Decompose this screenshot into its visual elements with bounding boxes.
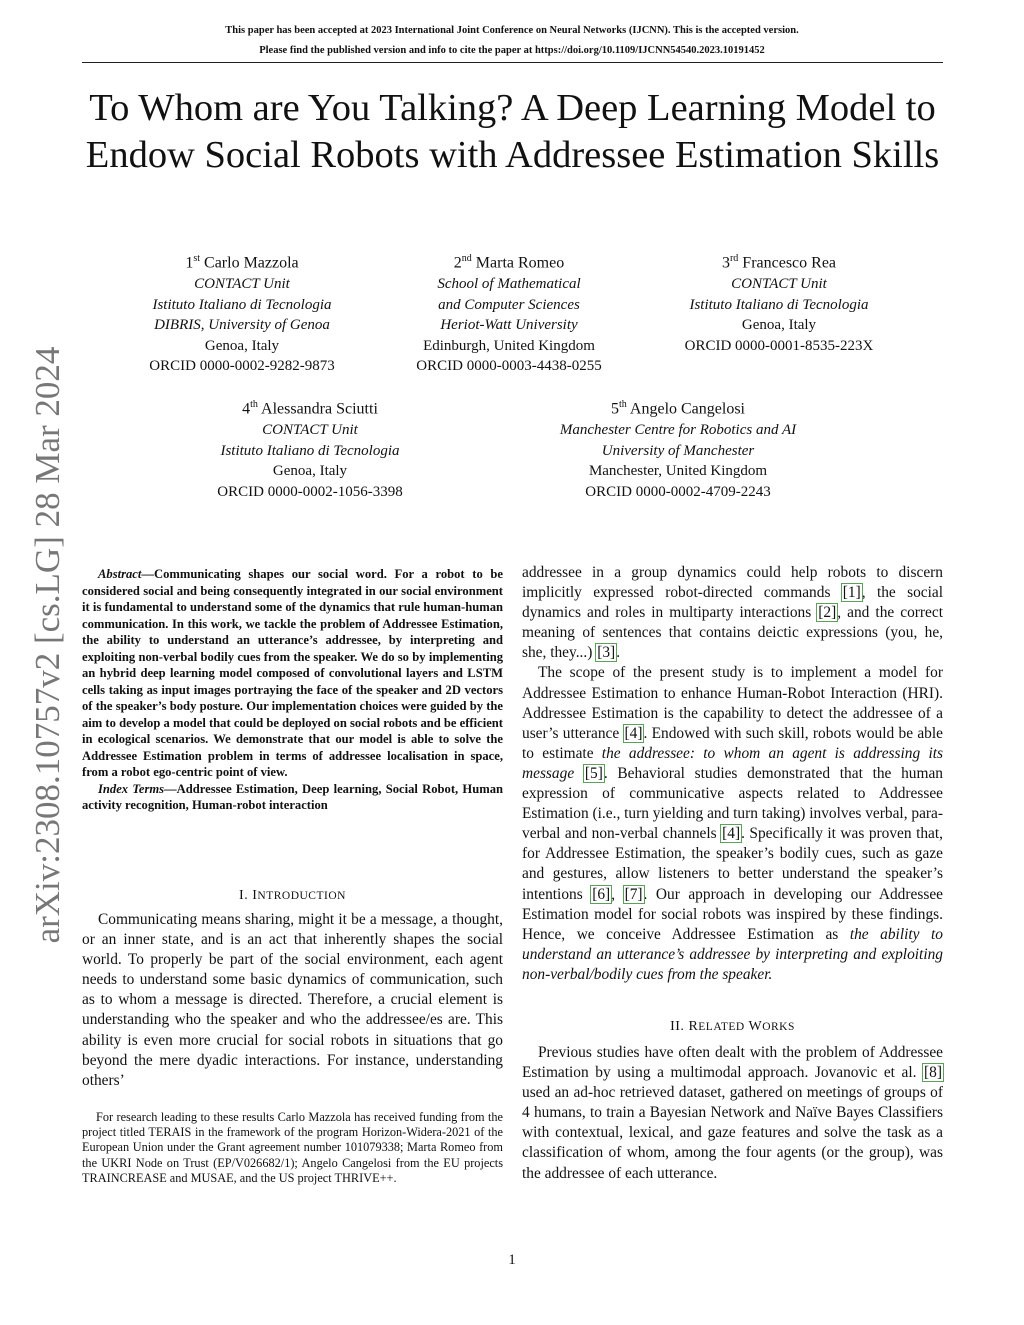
funding-footnote: For research leading to these results Carlo Mazzola has received funding from the project titled TERAIS in the framework of the program Horizon-Widera-2021 of the European Union under the Grant agreement number 101079338; Marta Romeo from the UKRI Node on Trust (EP/V026682/1); Angelo Cangelosi from the EU projects TRAINCREASE and MUSAE, and the US project THRIVE++. <box>82 1110 503 1185</box>
citation-link[interactable]: [3] <box>597 644 616 662</box>
citation-link[interactable]: [1] <box>842 584 861 602</box>
author-block-2: 2nd Marta Romeo School of Mathematical and Computer Sciences Heriot-Watt University Edinburgh, United Kingdom ORCID 0000-0003-4438-0255 <box>416 253 602 375</box>
paragraph-scope: The scope of the present study is to implement a model for Addressee Estimation to enhance Human-Robot Interaction (HRI). Addressee Estimation is the capability to detect the addressee of a user’s utterance [4]. Endowed with such skill, robots would be able to estimate the addressee: to whom an agent is addressing its message [5]. Behavioral studies demonstrated that the human expression of communicative aspects related to Addressee Estimation (i.e., turn yielding and turn taking) involves verbal, para-verbal and non-verbal channels [4]. Specifically it was proven that, for Addressee Estimation, the speaker’s bodily cues, such as gaze and gestures, allow listeners to better understand the speaker’s intentions [6], [7]. Our approach in developing our Addressee Estimation model for social robots was inspired by these findings. Hence, we conceive Addressee Estimation as the ability to understand an utterance’s addressee by interpreting and exploiting non-verbal/bodily cues from the speaker. <box>522 664 943 983</box>
header-rule <box>82 62 943 63</box>
author-name: Angelo Cangelosi <box>629 400 745 418</box>
abstract-label: Abstract <box>98 567 142 581</box>
citation-link[interactable]: [5] <box>584 764 603 782</box>
paper-title: To Whom are You Talking? A Deep Learning Model to Endow Social Robots with Addressee Estimation Skills <box>85 87 940 176</box>
citation-link[interactable]: [6] <box>592 885 611 903</box>
arxiv-id: arXiv:2308.10757v2 [cs.LG] 28 Mar 2024 <box>28 346 67 944</box>
author-block-4: 4th Alessandra Sciutti CONTACT Unit Istituto Italiano di Tecnologia Genoa, Italy ORCID 0000-0002-1056-3398 <box>217 399 403 500</box>
author-block-1: 1st Carlo Mazzola CONTACT Unit Istituto Italiano di Tecnologia DIBRIS, University of Genoa Genoa, Italy ORCID 0000-0002-9282-9873 <box>149 253 335 375</box>
right-column-text <box>522 563 943 985</box>
citation-link[interactable]: [8] <box>924 1064 942 1082</box>
author-block-5: 5th Angelo Cangelosi Manchester Centre for Robotics and AI University of Manchester Manchester, United Kingdom ORCID 0000-0002-4709-2243 <box>559 399 797 500</box>
author-name: Francesco Rea <box>742 254 837 272</box>
citation-link[interactable]: [4] <box>722 825 741 843</box>
abstract-text: —Communicating shapes our social word. For a robot to be considered social and being consequently integrated in our social environment it is fundamental to understand some of the dynamics that rule human-human communication. In this work, we tackle the problem of Addressee Estimation, the ability to understand an utterance’s addressee, by interpreting and exploiting non-verbal bodily cues from the speaker. We do so by implementing an hybrid deep learning model composed of convolutional layers and LSTM cells taking as input images portraying the face of the speaker and 2D vectors of the speaker’s body posture. Our implementation choices were guided by the aim to develop a model that could be deployed on social robots and be efficient in ecological scenarios. We demonstrate that our model is able to solve the Addressee Estimation problem in terms of addressee localisation in space, from a robot ego-centric point of view. <box>82 567 503 779</box>
introduction-paragraph: Communicating means sharing, might it be a message, a thought, or an inner state, and is an act that inherently shapes the social world. To properly be part of the social environment, each agent needs to understand some basic dynamics of communication, such as to whom a message is directed. Therefore, a crucial element is understanding who the speaker and who the addressee/es are. This ability is even more crucial for social robots in situations that go beyond the mere dyadic interactions. For instance, understanding others’ <box>82 911 503 1089</box>
paragraph-continued: addressee in a group dynamics could help robots to discern implicitly expressed robot-directed commands [1], the social dynamics and roles in multiparty interactions [2], and the correct meaning of sentences that contains deictic expressions (you, he, she, they...) [3]. <box>522 564 943 662</box>
author-name: Marta Romeo <box>475 254 565 272</box>
author-name: Carlo Mazzola <box>204 254 299 272</box>
citation-link[interactable]: [2] <box>818 604 837 622</box>
citation-link[interactable]: [7] <box>624 885 643 903</box>
page-number: 1 <box>508 1252 516 1268</box>
acceptance-notice: This paper has been accepted at 2023 International Joint Conference on Neural Networks (IJCNN). This is the accepted version. <box>225 25 799 36</box>
abstract <box>82 566 503 814</box>
citation-notice: Please find the published version and info to cite the paper at https://doi.org/10.1109/IJCNN54540.2023.10191452 <box>259 45 765 56</box>
author-name: Alessandra Sciutti <box>261 400 378 418</box>
index-terms-text: —Addressee Estimation, Deep learning, Social Robot, Human activity recognition, Human-robot interaction <box>82 781 503 812</box>
author-block-3: 3rd Francesco Rea CONTACT Unit Istituto Italiano di Tecnologia Genoa, Italy ORCID 0000-0001-8535-223X <box>684 253 874 354</box>
related-works-text: Previous studies have often dealt with the problem of Addressee Estimation by using a multimodal approach. Jovanovic et al. [8] used an ad-hoc retrieved dataset, gathered on meetings of groups of 4 humans, to train a Bayesian Network and Naïve Bayes Classifiers with contextual, lexical, and gaze features and solve the task as a classification of whom, among the four agents (or the group), was the addressee of each utterance. <box>522 1044 943 1182</box>
section-heading-related-works: II. RELATED WORKS <box>670 1019 795 1034</box>
index-terms-label: Index Terms <box>98 781 165 796</box>
citation-link[interactable]: [4] <box>624 724 643 742</box>
section-heading-introduction: I. INTRODUCTION <box>239 888 346 903</box>
